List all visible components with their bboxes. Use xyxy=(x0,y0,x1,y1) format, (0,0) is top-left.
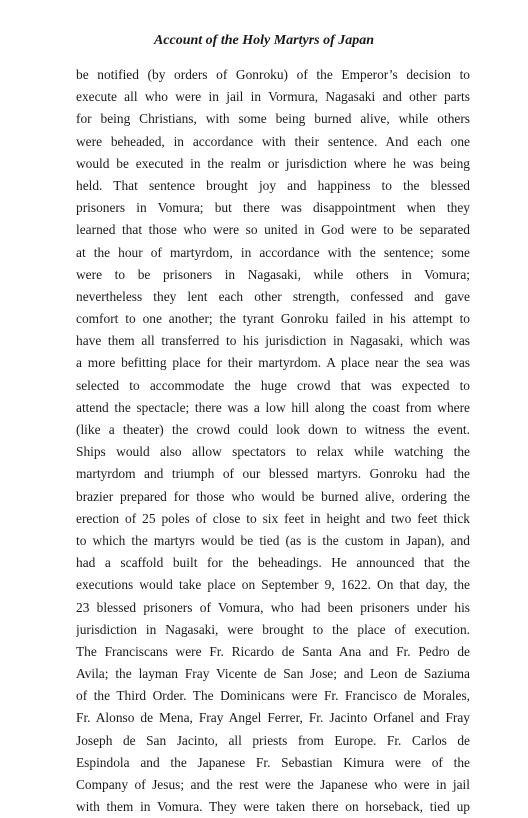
text-line: a more befitting place for their martyrdom. A place near the sea was xyxy=(76,355,470,371)
text-line: comfort to one another; the tyrant Gonroku failed in his attempt to xyxy=(76,311,470,327)
text-line: The Franciscans were Fr. Ricardo de Santa Ana and Fr. Pedro de xyxy=(76,643,470,659)
text-line: to which the martyrs would be tied (as is the custom in Japan), and xyxy=(76,532,470,548)
text-line: were to be prisoners in Nagasaki, while others in Vomura; xyxy=(76,266,470,282)
text-line: have them all transferred to his jurisdiction in Nagasaki, which was xyxy=(76,333,470,349)
text-line: prisoners in Vomura; but there was disappointment when they xyxy=(76,200,470,216)
text-line: jurisdiction in Nagasaki, were brought to the place of execution. xyxy=(76,621,470,637)
text-line: be notified (by orders of Gonroku) of the Emperor’s decision to xyxy=(76,67,470,82)
text-line: selected to accommodate the huge crowd that was expected to xyxy=(76,377,470,393)
text-line: executions would take place on September 9, 1622. On that day, the xyxy=(76,577,470,593)
text-line: Espindola and the Japanese Fr. Sebastian Kimura were of the xyxy=(76,754,470,770)
text-line: at the hour of martyrdom, in accordance with the sentence; some xyxy=(76,244,470,260)
text-line: brazier prepared for those who would be burned alive, ordering the xyxy=(76,488,470,504)
text-line: (like a theater) the crowd could look down to witness the event. xyxy=(76,422,470,437)
text-line: Company of Jesus; and the rest were the Japanese who were in jail xyxy=(76,777,470,792)
text-line: attend the spectacle; there was a low hill along the coast from where xyxy=(76,399,470,415)
text-line: erection of 25 poles of close to six feet in height and two feet thick xyxy=(76,510,470,526)
text-line: were beheaded, in accordance with their sentence. And each one xyxy=(76,133,470,149)
text-line: Avila; the layman Fray Vicente de San Jose; and Leon de Saziuma xyxy=(76,666,470,682)
text-line: martyrdom and triumph of our blessed martyrs. Gonroku had the xyxy=(76,466,470,482)
text-line: 23 blessed prisoners of Vomura, who had been prisoners under his xyxy=(76,599,470,615)
text-line: learned that those who were so united in God were to be separated xyxy=(76,222,470,238)
text-line: Ships would also allow spectators to relax while watching the xyxy=(76,444,470,460)
text-line: execute all who were in jail in Vormura, Nagasaki and other parts xyxy=(76,89,470,105)
text-line: Joseph de San Jacinto, all priests from Europe. Fr. Carlos de xyxy=(76,732,470,748)
running-header: Account of the Holy Martyrs of Japan xyxy=(153,33,375,48)
text-line: for being Christians, with some being burned alive, while others xyxy=(76,111,470,127)
text-line: held. That sentence brought joy and happiness to the blessed xyxy=(76,177,470,193)
text-line: with them in Vomura. They were taken there on horseback, tied up xyxy=(76,799,470,815)
text-line: would be executed in the realm or jurisdiction where he was being xyxy=(76,155,470,171)
text-line: had a scaffold built for the beheadings. He announced that the xyxy=(76,555,470,571)
text-line: nevertheless they lent each other strength, confessed and gave xyxy=(76,288,470,304)
text-line: of the Third Order. The Dominicans were Fr. Francisco de Morales, xyxy=(76,688,470,704)
body-text xyxy=(76,64,470,818)
text-line: Fr. Alonso de Mena, Fray Angel Ferrer, Fr. Jacinto Orfanel and Fray xyxy=(76,710,470,726)
